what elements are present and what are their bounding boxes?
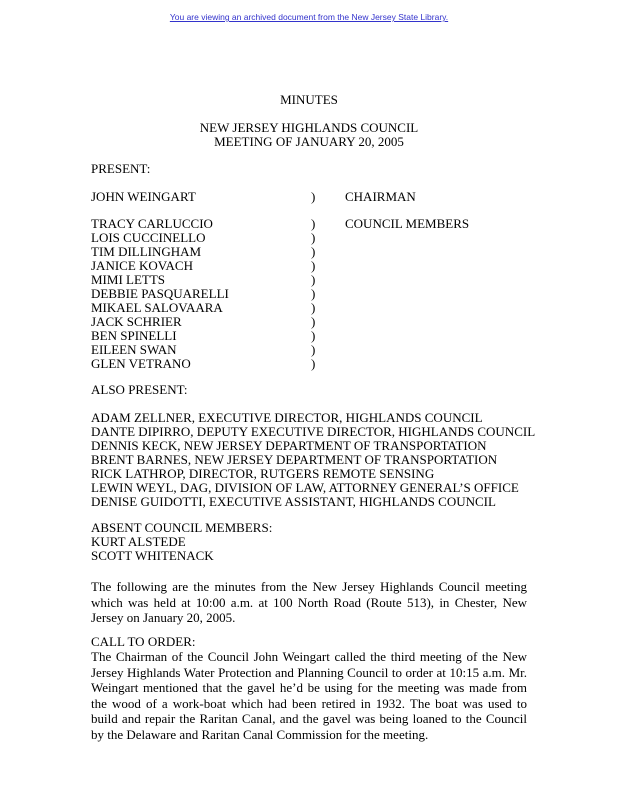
council-member: TRACY CARLUCCIO bbox=[91, 216, 213, 231]
also-present-entry: RICK LATHROP, DIRECTOR, RUTGERS REMOTE SENSING bbox=[91, 466, 435, 481]
chairman-name: JOHN WEINGART bbox=[91, 189, 196, 204]
meeting-date-heading: MEETING OF JANUARY 20, 2005 bbox=[214, 134, 404, 149]
council-member: EILEEN SWAN bbox=[91, 342, 177, 357]
absent-label: ABSENT COUNCIL MEMBERS: bbox=[91, 520, 273, 535]
council-member: MIKAEL SALOVAARA bbox=[91, 300, 223, 315]
council-member: MIMI LETTS bbox=[91, 272, 166, 287]
paren: ) bbox=[311, 272, 316, 287]
also-present-entry: DENNIS KECK, NEW JERSEY DEPARTMENT OF TRANSPORTATION bbox=[91, 438, 487, 453]
paren: ) bbox=[311, 286, 316, 301]
present-label: PRESENT: bbox=[91, 161, 151, 176]
council-members-role: COUNCIL MEMBERS bbox=[345, 216, 470, 231]
chairman-paren: ) bbox=[311, 189, 316, 204]
paren: ) bbox=[311, 328, 316, 343]
paren: ) bbox=[311, 216, 316, 231]
also-present-label: ALSO PRESENT: bbox=[91, 382, 188, 397]
document-title: MINUTES bbox=[280, 92, 338, 107]
council-member: BEN SPINELLI bbox=[91, 328, 177, 343]
paren: ) bbox=[311, 300, 316, 315]
archive-banner-link[interactable]: You are viewing an archived document from the New Jersey State Library. bbox=[169, 12, 449, 22]
chairman-role: CHAIRMAN bbox=[345, 189, 416, 204]
council-member: TIM DILLINGHAM bbox=[91, 244, 202, 259]
council-member: GLEN VETRANO bbox=[91, 356, 191, 371]
council-member: JACK SCHRIER bbox=[91, 314, 182, 329]
call-to-order-heading: CALL TO ORDER: bbox=[91, 634, 196, 649]
absent-member: SCOTT WHITENACK bbox=[91, 548, 214, 563]
also-present-entry: DENISE GUIDOTTI, EXECUTIVE ASSISTANT, HIGHLANDS COUNCIL bbox=[91, 494, 496, 509]
absent-member: KURT ALSTEDE bbox=[91, 534, 186, 549]
paren: ) bbox=[311, 244, 316, 259]
council-members-parens bbox=[311, 217, 315, 371]
council-name-heading: NEW JERSEY HIGHLANDS COUNCIL bbox=[199, 120, 419, 135]
paren: ) bbox=[311, 314, 316, 329]
council-member: LOIS CUCCINELLO bbox=[91, 230, 206, 245]
also-present-list bbox=[91, 411, 535, 509]
council-member: JANICE KOVACH bbox=[91, 258, 193, 273]
paren: ) bbox=[311, 258, 316, 273]
also-present-entry: DANTE DIPIRRO, DEPUTY EXECUTIVE DIRECTOR, HIGHLANDS COUNCIL bbox=[91, 424, 536, 439]
absent-list bbox=[91, 535, 214, 563]
paren: ) bbox=[311, 356, 316, 371]
paren: ) bbox=[311, 342, 316, 357]
council-member: DEBBIE PASQUARELLI bbox=[91, 286, 229, 301]
also-present-entry: LEWIN WEYL, DAG, DIVISION OF LAW, ATTORNEY GENERAL’S OFFICE bbox=[91, 480, 519, 495]
council-members-list bbox=[91, 217, 229, 371]
also-present-entry: BRENT BARNES, NEW JERSEY DEPARTMENT OF TRANSPORTATION bbox=[91, 452, 498, 467]
paren: ) bbox=[311, 230, 316, 245]
call-to-order-paragraph: The Chairman of the Council John Weingart called the third meeting of the New Jersey Highlands Water Protection and Planning Council to order at 10:15 a.m. Mr. Weingart mentioned that the gavel he’d be using for the meeting was made from the wood of a work-boat which had been retired in 1932. The boat was used to build and repair the Raritan Canal, and the gavel was being loaned to the Council by the Delaware and Raritan Canal Commission for the meeting. bbox=[91, 649, 527, 742]
intro-paragraph: The following are the minutes from the New Jersey Highlands Council meeting which was held at 10:00 a.m. at 100 North Road (Route 513), in Chester, New Jersey on January 20, 2005. bbox=[91, 579, 527, 625]
also-present-entry: ADAM ZELLNER, EXECUTIVE DIRECTOR, HIGHLANDS COUNCIL bbox=[91, 410, 483, 425]
